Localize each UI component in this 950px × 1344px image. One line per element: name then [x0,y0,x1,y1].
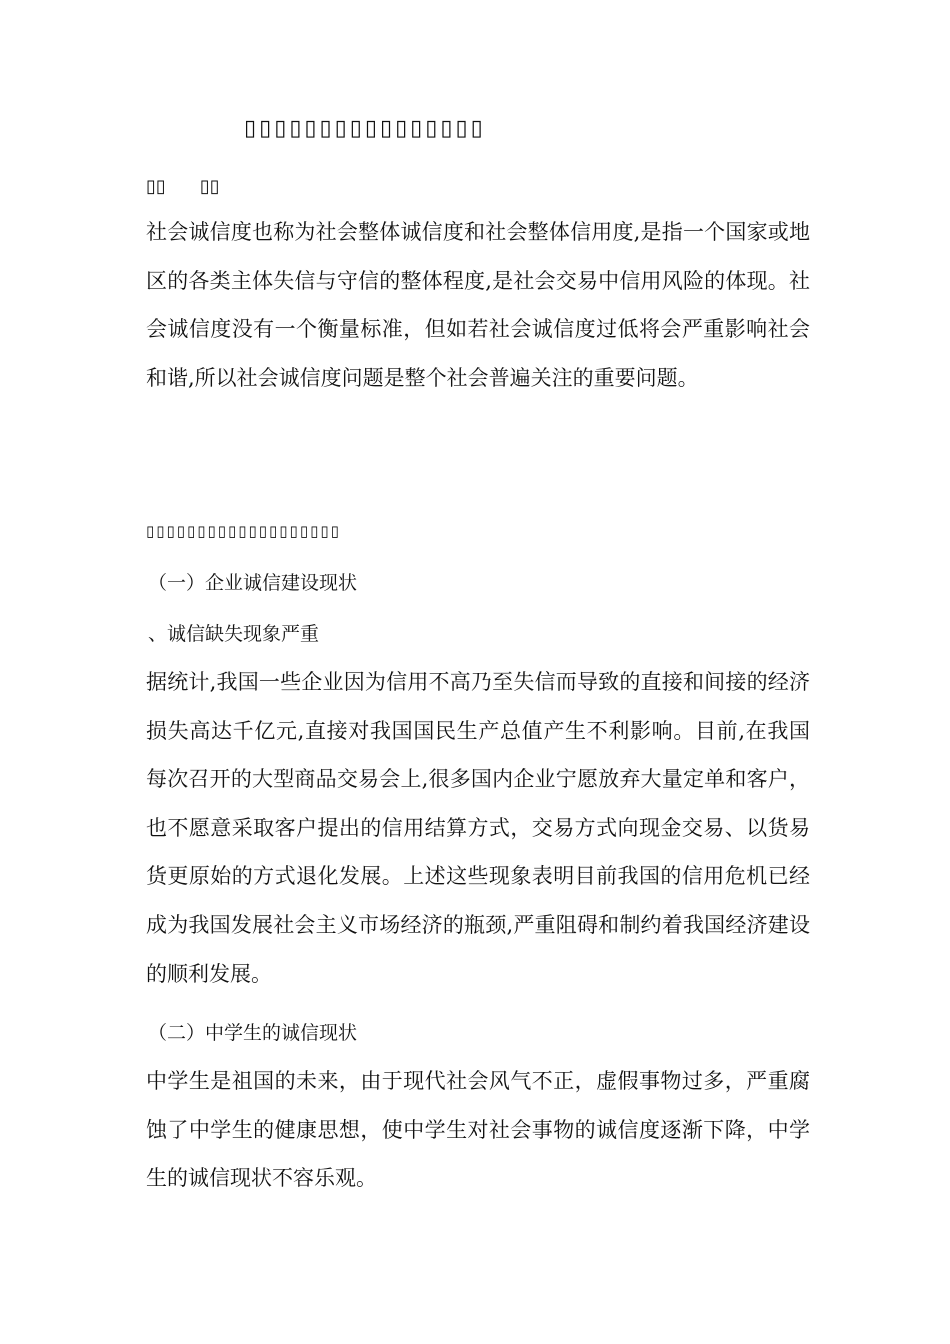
subsection-heading: （一）企业诚信建设现状 [148,572,358,594]
byline [146,176,220,197]
body-paragraph: 据统计,我国一些企业因为信用不高乃至失信而导致的直接和间接的经济损失高达千亿元,直接对我国国民生产总值产生不利影响。目前,在我国每次召开的大型商品交易会上,很多国内企业宁愿放弃大量定单和客户，也不愿意采取客户提出的信用结算方式，交易方式向现金交易、以货易货更原始的方式退化发展。上述这些现象表明目前我国的信用危机已经成为我国发展社会主义市场经济的瓶颈,严重阻碍和制约着我国经济建设的顺利发展。 [146,670,810,986]
byline-part: ▯▯ [199,176,220,197]
subsection-subheading: 、诚信缺失现象严重 [148,623,320,645]
section-heading: ▯▯▯▯▯▯▯▯▯▯▯▯▯▯▯▯▯▯▯ [146,522,341,540]
document-title: ▯▯▯▯▯▯▯▯▯▯▯▯▯▯▯▯ [244,116,486,141]
intro-paragraph: 社会诚信度也称为社会整体诚信度和社会整体信用度,是指一个国家或地区的各类主体失信与守信的整体程度,是社会交易中信用风险的体现。社会诚信度没有一个衡量标准，但如若社会诚信度过低将会严重影响社会和谐,所以社会诚信度问题是整个社会普遍关注的重要问题。 [146,220,810,390]
body-paragraph: 中学生是祖国的未来，由于现代社会风气不正，虚假事物过多，严重腐蚀了中学生的健康思想，使中学生对社会事物的诚信度逐渐下降，中学生的诚信现状不容乐观。 [146,1069,810,1191]
subsection-heading: （二）中学生的诚信现状 [148,1022,358,1044]
byline-part: ▯▯ [146,176,166,197]
